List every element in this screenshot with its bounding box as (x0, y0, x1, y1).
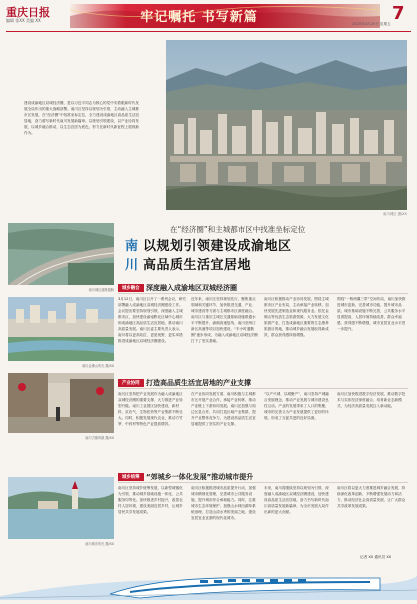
section-3-byline: 记者 XX 通讯员 XX (360, 555, 392, 559)
headline-line-2: 高品质生活宜居地 (143, 258, 252, 273)
section-2-tag: 产业协同 (118, 379, 144, 387)
photo-caption-1: 南川城区道路通畅 (88, 288, 114, 292)
section-1-title: 深度融入成渝地区双城经济圈 (146, 284, 237, 292)
section-1-rule (118, 293, 408, 294)
section-1-col-4: 围绕“一核两翼三带”空间布局，南川加快推进城市更新，完善城市功能，提升城市品质。城市基础设施不断完善，公共服务水平显著提高，人居环境持续改善，群众幸福感、获得感不断增强，城市宜居宜业水平进一步提升。 (337, 297, 406, 331)
city-skyline-image (166, 40, 407, 210)
banner-title: 牢记嘱托 书写新篇 (140, 10, 258, 25)
footer-train-graphic (0, 568, 417, 600)
river-image (8, 297, 114, 361)
section-3-title: “郊城乡一体化发展”推动城市提升 (146, 473, 254, 481)
section-3-col-1: 南川区坚持城乡统筹发展，以新型城镇化为引领，推动城乡基础设施一体化、公共服务均等化。加快推进乡村振兴，改善农村人居环境，建设美丽宜居乡村，让城乡居民共享发展成果。 (118, 486, 183, 514)
newspaper-logo: 重庆日报 (6, 6, 50, 19)
lake-image (8, 477, 114, 539)
road-image (8, 223, 114, 285)
headline-kicker: 在“经济圈”和主城都市区中找准坐标定位 (170, 225, 306, 234)
headline-side-char-1: 南 (125, 239, 139, 254)
section-2-rule (118, 388, 408, 389)
section-3-rule (118, 482, 408, 483)
section-3-tag: 城乡统筹 (118, 473, 144, 481)
section-3-col-3: 未来，南川将继续坚持以规划为引领，深度融入成渝地区双城经济圈建设，加快建设高品质生活宜居地，奋力书写新时代南川高质量发展新篇章，为全市发展大局作出新的更大贡献。 (264, 486, 329, 514)
photo-caption-3: 南川古镇风貌 摄/XX (85, 436, 114, 440)
section-1-tag: 城乡融合 (118, 284, 144, 292)
page-number: 7 (392, 3, 405, 24)
section-2-col-2: 在产业协同发展方面，南川积极与主城都市区开展产业合作，承接产业转移，推动产业链上下游协同发展。南川还加强与周边区县合作，共同打造区域产业集群，提升产业整体竞争力，为建设高品质生活宜居地提供了坚实的产业支撑。 (191, 392, 256, 426)
photo-road (8, 223, 114, 285)
photo-river (8, 297, 114, 361)
intro-paragraph: 建设成渝地区双城经济圈，是以习近平同志为核心的党中央着眼新时代发展全局作出的重大战略部署。南川区坚持以规划为引领，主动融入主城都市区发展，在“经济圈”中找准坐标定位，全力建设成渝地区高品质生活宜居地，奋力谱写新时代南川发展新篇章。以规划引领建设，以产业协同发展，以城乡融合推动，以生态宜居为底色，努力在新时代新征程上展现新作为。 (24, 101, 140, 135)
photo-caption-4: 南川城市风光 摄/XX (85, 542, 114, 546)
section-1-col-1: 3月12日，南川区召开了一系列会议，研究部署融入成渝地区双城经济圈建设工作。会议提出要坚持规划引领，深度融入主城都市区，加快建设渝南黔北区域中心城市和成渝地区高品质生活宜居地，推动南川高质量发展。南川区委主要负责人表示，南川将以更高站位、更宽视野、更实举措推进成渝地区双城经济圈建设。 (118, 297, 186, 343)
section-2-title: 打造高品质生活宜居地的产业支撑 (146, 379, 251, 387)
section-1-col-2: 近年来，南川区坚持规划先行，聚焦重点领域和关键环节，加快推进交通、产业、城市建设等方面与主城都市区深度融合。南川区与重庆主城区交通基础设施联通水平不断提升，渝湘高速复线、南川至两江新区高速等项目加快建设，“半小时通勤圈”逐步形成，为融入成渝地区双城经济圈打下了坚实基础。 (191, 297, 258, 343)
header-rule (6, 31, 411, 32)
section-3-col-2: 南川区积极推进城市品质提升行动，加强城市精细化管理，完善城市公共服务设施，提升城市综合承载能力。同时，注重城市生态环境保护，加强山水林田湖草系统治理，打造山清水秀的美丽之地，建设宜居宜业宜游的现代化城市。 (191, 486, 256, 520)
section-2-col-3: “以产兴城、以城聚产”，南川坚持产城融合发展理念，推动产业发展与城市建设良性互动。产业的发展带来了人口的集聚，城市的完善又为产业发展提供了更好的环境，形成了互促共进的良好局面。 (264, 392, 329, 420)
headline-side-char-2: 川 (125, 258, 139, 273)
hero-caption: 南川城区 摄/XX (383, 212, 407, 216)
section-1-col-3: 南川区积极推动产业协同发展，围绕主城都市区产业布局，主动承接产业转移，加快发展先进制造业和现代服务业。依托金佛山等优质生态旅游资源，大力发展文化旅游产业，打造成渝地区重要的生态康养旅游目的地，推动城乡融合发展取得新成效，群众获得感持续增强。 (264, 297, 329, 337)
section-3-col-4: 南川区将以更大力度推进城乡融合发展，持续深化改革创新，不断增强发展动力和活力，推动经济社会高质量发展，让广大群众共享改革发展成果。 (337, 486, 406, 508)
train-icon (0, 568, 417, 600)
editor-line: 编辑 张XX 美编 XX (6, 18, 41, 23)
issue-date: 2025年4月25日 星期五 (352, 22, 391, 26)
photo-lake (8, 477, 114, 539)
hero-city-photo (166, 40, 407, 210)
section-2-col-4: 南川区加快推进数字经济发展，推动数字技术与实体经济深度融合，培育新业态新模式，为经济高质量发展注入新动能。 (337, 392, 406, 408)
photo-caption-2: 南川金佛山风光 摄/XX (82, 364, 114, 368)
street-image (8, 373, 114, 433)
headline-line-1: 以规划引领建设成渝地区 (143, 239, 292, 254)
photo-street (8, 373, 114, 433)
section-2-col-1: 南川区坚持把产业发展作为融入成渝地区双城经济圈的重要支撑，大力推进产业转型升级。南川工业园区加快建设，新材料、页岩气、生物医药等产业集群不断壮大。同时，积极发展现代农业，推动方竹笋、中药材等特色产业提质增效。 (118, 392, 183, 426)
